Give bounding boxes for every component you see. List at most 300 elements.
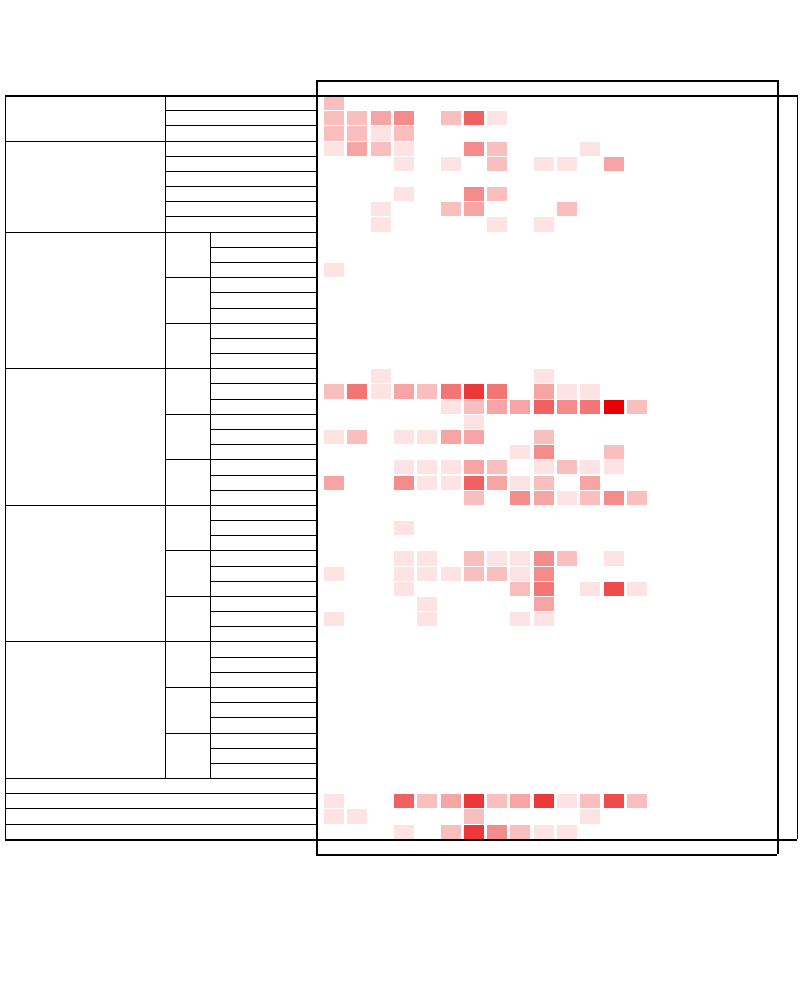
value-cell (628, 323, 646, 338)
value-cell (372, 383, 390, 398)
value-cell (488, 429, 506, 444)
value-cell (488, 566, 506, 581)
value-cell (535, 475, 553, 490)
value-cell (325, 292, 343, 307)
value-cell (372, 323, 390, 338)
value-cell (348, 171, 366, 186)
value-cell (325, 672, 343, 687)
step-label (166, 596, 208, 611)
value-cell (488, 353, 506, 368)
value-cell (558, 626, 576, 641)
step-label (166, 323, 208, 338)
value-cell (558, 778, 576, 793)
value-cell (581, 793, 599, 808)
value-cell (372, 429, 390, 444)
value-cell (418, 414, 436, 429)
value-cell (511, 141, 529, 156)
value-cell (628, 353, 646, 368)
value-cell (395, 550, 413, 565)
value-cell (325, 141, 343, 156)
subitem-line (210, 308, 316, 309)
item-label (212, 763, 314, 778)
value-cell (605, 201, 623, 216)
item-label (166, 125, 314, 140)
value-cell (605, 566, 623, 581)
header-week-number (372, 80, 390, 95)
value-cell (581, 156, 599, 171)
value-cell (581, 505, 599, 520)
value-cell (511, 611, 529, 626)
value-cell (605, 748, 623, 763)
frame-right (797, 95, 798, 839)
value-cell (465, 323, 483, 338)
value-cell (442, 141, 460, 156)
value-cell (581, 201, 599, 216)
value-cell (372, 717, 390, 732)
col-step-line (210, 232, 211, 778)
value-cell (511, 368, 529, 383)
value-cell (511, 824, 529, 839)
value-cell (348, 459, 366, 474)
value-cell (488, 475, 506, 490)
value-cell (605, 323, 623, 338)
value-cell (488, 110, 506, 125)
value-cell (325, 763, 343, 778)
category-label (6, 793, 306, 808)
value-cell (395, 353, 413, 368)
value-cell (418, 292, 436, 307)
value-cell (488, 793, 506, 808)
value-cell (465, 247, 483, 262)
value-cell (581, 490, 599, 505)
value-cell (628, 247, 646, 262)
value-cell (581, 687, 599, 702)
value-cell (465, 110, 483, 125)
value-cell (395, 641, 413, 656)
value-cell (372, 216, 390, 231)
value-cell (488, 186, 506, 201)
value-cell (488, 520, 506, 535)
subitem-line (210, 429, 316, 430)
value-cell (535, 581, 553, 596)
value-cell (511, 490, 529, 505)
subitem-line (210, 475, 316, 476)
value-cell (605, 657, 623, 672)
value-cell (372, 824, 390, 839)
value-cell (395, 156, 413, 171)
value-cell (628, 125, 646, 140)
value-cell (605, 535, 623, 550)
value-cell (442, 338, 460, 353)
value-cell (511, 581, 529, 596)
subitem-line (210, 672, 316, 673)
value-cell (558, 216, 576, 231)
value-cell (581, 475, 599, 490)
step-separator (165, 687, 316, 688)
value-cell (535, 763, 553, 778)
value-cell (558, 824, 576, 839)
value-cell (511, 414, 529, 429)
value-cell (372, 475, 390, 490)
value-cell (581, 581, 599, 596)
value-cell (605, 186, 623, 201)
value-cell (535, 702, 553, 717)
value-cell (418, 641, 436, 656)
value-cell (465, 277, 483, 292)
value-cell (372, 277, 390, 292)
value-cell (442, 323, 460, 338)
value-cell (605, 490, 623, 505)
value-cell (511, 95, 529, 110)
value-cell (628, 717, 646, 732)
value-cell (605, 793, 623, 808)
value-cell (535, 641, 553, 656)
value-cell (372, 262, 390, 277)
value-cell (488, 672, 506, 687)
value-cell (348, 793, 366, 808)
category-separator (5, 793, 316, 794)
value-cell (372, 566, 390, 581)
value-cell (348, 535, 366, 550)
value-cell (465, 201, 483, 216)
value-cell (395, 232, 413, 247)
value-cell (511, 626, 529, 641)
value-cell (581, 353, 599, 368)
item-label (212, 550, 314, 565)
value-cell (511, 444, 529, 459)
value-cell (395, 459, 413, 474)
value-cell (511, 550, 529, 565)
value-cell (558, 535, 576, 550)
value-cell (465, 475, 483, 490)
value-cell (605, 596, 623, 611)
value-cell (442, 793, 460, 808)
footer-bottom (316, 854, 777, 856)
value-cell (558, 95, 576, 110)
category-separator (5, 641, 316, 642)
value-cell (558, 444, 576, 459)
value-cell (418, 368, 436, 383)
value-cell (558, 793, 576, 808)
value-cell (372, 125, 390, 140)
value-cell (581, 95, 599, 110)
header-week-label (210, 80, 230, 95)
value-cell (535, 550, 553, 565)
value-cell (372, 232, 390, 247)
item-label (212, 353, 314, 368)
value-cell (418, 672, 436, 687)
value-cell (628, 611, 646, 626)
value-cell (465, 733, 483, 748)
value-cell (395, 110, 413, 125)
value-cell (418, 141, 436, 156)
value-cell (581, 338, 599, 353)
value-cell (628, 338, 646, 353)
value-cell (465, 490, 483, 505)
value-cell (511, 808, 529, 823)
category-separator (5, 141, 316, 142)
value-cell (558, 277, 576, 292)
value-cell (372, 110, 390, 125)
value-cell (465, 429, 483, 444)
value-cell (558, 808, 576, 823)
subitem-line (210, 383, 316, 384)
weeks-left (316, 80, 318, 854)
value-cell (465, 824, 483, 839)
value-cell (581, 717, 599, 732)
value-cell (418, 277, 436, 292)
step-label (166, 232, 208, 247)
value-cell (348, 824, 366, 839)
value-cell (442, 657, 460, 672)
value-cell (395, 717, 413, 732)
value-cell (581, 444, 599, 459)
value-cell (395, 171, 413, 186)
value-cell (558, 641, 576, 656)
value-cell (348, 247, 366, 262)
value-cell (488, 232, 506, 247)
value-cell (395, 262, 413, 277)
subitem-line (210, 535, 316, 536)
item-label (212, 308, 314, 323)
header-week-number (442, 80, 460, 95)
item-label (166, 216, 314, 231)
value-cell (325, 414, 343, 429)
value-cell (558, 550, 576, 565)
item-line (165, 156, 316, 157)
value-cell (581, 125, 599, 140)
value-cell (465, 95, 483, 110)
value-cell (348, 520, 366, 535)
item-label (212, 687, 314, 702)
value-cell (465, 641, 483, 656)
item-label (166, 95, 314, 110)
value-cell (581, 808, 599, 823)
value-cell (372, 611, 390, 626)
value-cell (511, 717, 529, 732)
value-cell (442, 95, 460, 110)
value-cell (488, 808, 506, 823)
value-cell (395, 596, 413, 611)
value-cell (372, 95, 390, 110)
value-cell (511, 748, 529, 763)
value-cell (395, 808, 413, 823)
category-label (6, 641, 164, 656)
footer-week-number (488, 839, 506, 854)
value-cell (535, 490, 553, 505)
value-cell (628, 763, 646, 778)
value-cell (605, 672, 623, 687)
value-cell (558, 262, 576, 277)
subitem-line (210, 338, 316, 339)
value-cell (511, 566, 529, 581)
value-cell (395, 733, 413, 748)
value-cell (395, 748, 413, 763)
frame-bottom (5, 839, 797, 841)
item-line (165, 201, 316, 202)
subitem-line (210, 520, 316, 521)
value-cell (465, 186, 483, 201)
footer-week-number (581, 839, 599, 854)
value-cell (465, 353, 483, 368)
value-cell (488, 383, 506, 398)
value-cell (535, 824, 553, 839)
value-cell (605, 611, 623, 626)
value-cell (418, 657, 436, 672)
value-cell (325, 535, 343, 550)
value-cell (605, 110, 623, 125)
value-cell (465, 535, 483, 550)
value-cell (558, 399, 576, 414)
value-cell (558, 566, 576, 581)
value-cell (628, 277, 646, 292)
value-cell (418, 778, 436, 793)
value-cell (348, 368, 366, 383)
value-cell (581, 323, 599, 338)
value-cell (628, 429, 646, 444)
value-cell (395, 323, 413, 338)
value-cell (348, 444, 366, 459)
value-cell (442, 581, 460, 596)
value-cell (395, 475, 413, 490)
value-cell (418, 110, 436, 125)
value-cell (511, 383, 529, 398)
value-cell (535, 399, 553, 414)
value-cell (348, 95, 366, 110)
value-cell (442, 368, 460, 383)
value-cell (581, 733, 599, 748)
value-cell (581, 110, 599, 125)
value-cell (605, 808, 623, 823)
value-cell (348, 383, 366, 398)
value-cell (372, 156, 390, 171)
item-label (212, 292, 314, 307)
value-cell (628, 520, 646, 535)
value-cell (465, 459, 483, 474)
value-cell (535, 459, 553, 474)
header-week-number (535, 80, 553, 95)
value-cell (325, 444, 343, 459)
value-cell (348, 626, 366, 641)
frame-left (5, 95, 6, 839)
value-cell (442, 171, 460, 186)
subitem-line (210, 763, 316, 764)
value-cell (581, 520, 599, 535)
value-cell (558, 292, 576, 307)
value-cell (325, 611, 343, 626)
value-cell (325, 657, 343, 672)
item-label (212, 399, 314, 414)
value-cell (465, 657, 483, 672)
subitem-line (210, 702, 316, 703)
value-cell (511, 733, 529, 748)
value-cell (605, 520, 623, 535)
value-cell (372, 490, 390, 505)
value-cell (372, 672, 390, 687)
value-cell (418, 748, 436, 763)
value-cell (628, 444, 646, 459)
step-label (166, 550, 208, 565)
value-cell (628, 672, 646, 687)
value-cell (442, 429, 460, 444)
value-cell (581, 657, 599, 672)
value-cell (511, 232, 529, 247)
step-separator (165, 277, 316, 278)
step-label (166, 277, 208, 292)
header-week-number (488, 80, 506, 95)
value-cell (442, 520, 460, 535)
subitem-line (210, 292, 316, 293)
category-label (6, 141, 164, 156)
value-cell (488, 748, 506, 763)
value-cell (581, 778, 599, 793)
value-cell (348, 186, 366, 201)
value-cell (348, 414, 366, 429)
category-separator (5, 368, 316, 369)
value-cell (372, 733, 390, 748)
value-cell (558, 505, 576, 520)
step-separator (165, 323, 316, 324)
value-cell (325, 596, 343, 611)
value-cell (325, 702, 343, 717)
header-week-number (605, 80, 623, 95)
value-cell (348, 748, 366, 763)
value-cell (372, 201, 390, 216)
value-cell (395, 763, 413, 778)
value-cell (348, 475, 366, 490)
value-cell (581, 824, 599, 839)
item-label (212, 581, 314, 596)
subitem-line (210, 444, 316, 445)
value-cell (581, 399, 599, 414)
value-cell (605, 216, 623, 231)
footer-week-number (465, 839, 483, 854)
value-cell (395, 414, 413, 429)
value-cell (418, 201, 436, 216)
value-cell (535, 247, 553, 262)
value-cell (535, 141, 553, 156)
value-cell (628, 793, 646, 808)
item-label (166, 110, 314, 125)
value-cell (442, 110, 460, 125)
value-cell (605, 505, 623, 520)
value-cell (325, 338, 343, 353)
value-cell (558, 383, 576, 398)
item-label (212, 429, 314, 444)
value-cell (511, 596, 529, 611)
value-cell (465, 262, 483, 277)
value-cell (395, 672, 413, 687)
value-cell (348, 657, 366, 672)
value-cell (348, 778, 366, 793)
value-cell (348, 581, 366, 596)
value-cell (442, 505, 460, 520)
value-cell (372, 626, 390, 641)
value-cell (488, 216, 506, 231)
value-cell (395, 657, 413, 672)
value-cell (465, 566, 483, 581)
value-cell (605, 292, 623, 307)
item-label (212, 702, 314, 717)
value-cell (418, 702, 436, 717)
item-line (165, 216, 316, 217)
value-cell (558, 581, 576, 596)
value-cell (488, 581, 506, 596)
value-cell (535, 368, 553, 383)
value-cell (418, 171, 436, 186)
value-cell (418, 444, 436, 459)
value-cell (348, 156, 366, 171)
